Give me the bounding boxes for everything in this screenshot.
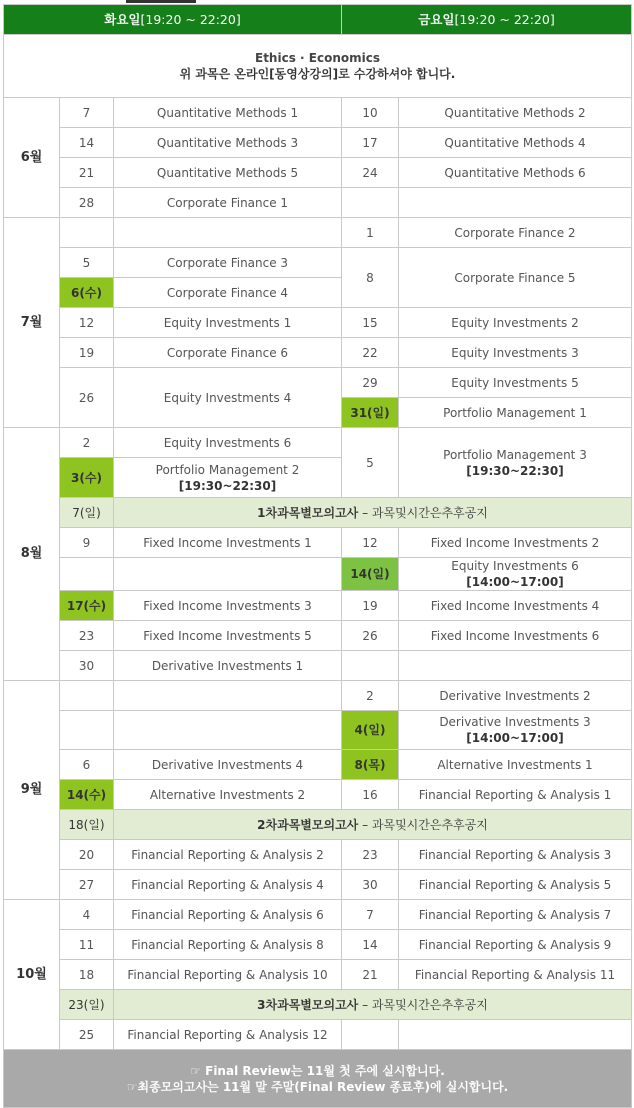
online-notice: Ethics · Economics 위 과목은 온라인[동영상강의]로 수강하셔야 합니다. [4, 35, 632, 98]
table-row [4, 128, 632, 158]
tue-date: 6 [60, 750, 114, 780]
empty-cell [60, 681, 114, 711]
tue-course: Portfolio Management 2 [19:30~22:30] [114, 458, 342, 498]
empty-cell [342, 1020, 399, 1050]
table-row [4, 930, 632, 960]
notice-row [4, 35, 632, 98]
tue-course: Quantitative Methods 5 [114, 158, 342, 188]
month-label-oct: 10월 [4, 900, 60, 1050]
table-row [4, 651, 632, 681]
fri-course: Fixed Income Investments 6 [399, 621, 632, 651]
tue-date: 19 [60, 338, 114, 368]
fri-date: 10 [342, 98, 399, 128]
fri-course: Fixed Income Investments 4 [399, 591, 632, 621]
empty-cell [342, 188, 399, 218]
fri-course: Fixed Income Investments 2 [399, 528, 632, 558]
friday-header: 금요일[19:20 ~ 22:20] [342, 5, 632, 35]
empty-cell [60, 218, 114, 248]
exam-row [4, 990, 632, 1020]
tue-date: 18 [60, 960, 114, 990]
tue-date: 30 [60, 651, 114, 681]
exam-date: 7(일) [60, 498, 114, 528]
fri-date: 8 [342, 248, 399, 308]
table-row [4, 780, 632, 810]
tue-course: Derivative Investments 1 [114, 651, 342, 681]
exam-notice: 2차과목별모의고사 – 과목및시간은추후공지 [114, 810, 632, 840]
tue-course: Corporate Finance 6 [114, 338, 342, 368]
fri-date: 14 [342, 930, 399, 960]
exam-date: 18(일) [60, 810, 114, 840]
tue-date: 12 [60, 308, 114, 338]
fri-course: Financial Reporting & Analysis 5 [399, 870, 632, 900]
table-row [4, 750, 632, 780]
exam-notice: 1차과목별모의고사 – 과목및시간은추후공지 [114, 498, 632, 528]
fri-course: Derivative Investments 3 [14:00~17:00] [399, 711, 632, 750]
empty-cell [60, 558, 114, 591]
table-row [4, 528, 632, 558]
tue-date-highlight: 6(수) [60, 278, 114, 308]
fri-course: Quantitative Methods 2 [399, 98, 632, 128]
table-row [4, 248, 632, 278]
tue-date: 2 [60, 428, 114, 458]
tue-date: 23 [60, 621, 114, 651]
empty-cell [342, 651, 399, 681]
tue-course: Financial Reporting & Analysis 10 [114, 960, 342, 990]
fri-course: Quantitative Methods 4 [399, 128, 632, 158]
tue-course: Equity Investments 6 [114, 428, 342, 458]
exam-row [4, 810, 632, 840]
fri-course: Quantitative Methods 6 [399, 158, 632, 188]
fri-course: Financial Reporting & Analysis 3 [399, 840, 632, 870]
fri-date: 22 [342, 338, 399, 368]
tue-course: Equity Investments 1 [114, 308, 342, 338]
fri-course: Equity Investments 3 [399, 338, 632, 368]
fri-course: Equity Investments 5 [399, 368, 632, 398]
table-row [4, 218, 632, 248]
tue-date: 25 [60, 1020, 114, 1050]
schedule-table [3, 4, 632, 1108]
tue-date: 27 [60, 870, 114, 900]
fri-course: Financial Reporting & Analysis 9 [399, 930, 632, 960]
tue-course: Financial Reporting & Analysis 6 [114, 900, 342, 930]
table-row [4, 960, 632, 990]
empty-cell [114, 681, 342, 711]
fri-course: Financial Reporting & Analysis 11 [399, 960, 632, 990]
fri-course: Equity Investments 6 [14:00~17:00] [399, 558, 632, 591]
tue-course: Fixed Income Investments 3 [114, 591, 342, 621]
tue-course: Fixed Income Investments 1 [114, 528, 342, 558]
fri-date: 2 [342, 681, 399, 711]
tue-course: Financial Reporting & Analysis 4 [114, 870, 342, 900]
table-row [4, 591, 632, 621]
fri-date: 5 [342, 428, 399, 498]
fri-date: 7 [342, 900, 399, 930]
month-label-sep: 9월 [4, 681, 60, 900]
table-row [4, 900, 632, 930]
fri-date: 24 [342, 158, 399, 188]
exam-row [4, 498, 632, 528]
tue-course: Quantitative Methods 1 [114, 98, 342, 128]
fri-date: 21 [342, 960, 399, 990]
header-row [4, 5, 632, 35]
table-row [4, 188, 632, 218]
table-row [4, 840, 632, 870]
tue-course: Financial Reporting & Analysis 12 [114, 1020, 342, 1050]
table-row [4, 681, 632, 711]
tue-course: Quantitative Methods 3 [114, 128, 342, 158]
tue-date-highlight: 3(수) [60, 458, 114, 498]
fri-date: 17 [342, 128, 399, 158]
exam-date: 23(일) [60, 990, 114, 1020]
tue-date-highlight: 17(수) [60, 591, 114, 621]
footer-row [4, 1050, 632, 1108]
fri-course: Corporate Finance 5 [399, 248, 632, 308]
table-row [4, 308, 632, 338]
table-row [4, 428, 632, 458]
fri-course: Derivative Investments 2 [399, 681, 632, 711]
final-review-notice: ☞ Final Review는 11월 첫 주에 실시합니다. ☞최종모의고사는 11월 말 주말(Final Review 종료후)에 실시합니다. [4, 1050, 632, 1108]
empty-cell [114, 558, 342, 591]
fri-date: 23 [342, 840, 399, 870]
fri-date: 1 [342, 218, 399, 248]
table-row [4, 338, 632, 368]
fri-date: 29 [342, 368, 399, 398]
table-row [4, 368, 632, 398]
tue-date-highlight: 14(수) [60, 780, 114, 810]
top-tab-indicator [126, 0, 196, 3]
tue-course: Financial Reporting & Analysis 2 [114, 840, 342, 870]
table-row [4, 158, 632, 188]
fri-date-highlight: 31(일) [342, 398, 399, 428]
tue-course: Corporate Finance 4 [114, 278, 342, 308]
table-row [4, 621, 632, 651]
tue-date: 20 [60, 840, 114, 870]
fri-date: 16 [342, 780, 399, 810]
tue-course: Corporate Finance 1 [114, 188, 342, 218]
empty-cell [114, 711, 342, 750]
tue-course: Derivative Investments 4 [114, 750, 342, 780]
empty-cell [399, 188, 632, 218]
empty-cell [114, 218, 342, 248]
fri-date-highlight: 4(일) [342, 711, 399, 750]
fri-course: Corporate Finance 2 [399, 218, 632, 248]
table-row [4, 711, 632, 750]
fri-course: Equity Investments 2 [399, 308, 632, 338]
fri-date: 26 [342, 621, 399, 651]
empty-cell [399, 651, 632, 681]
tue-date: 7 [60, 98, 114, 128]
tue-date: 26 [60, 368, 114, 428]
fri-date-highlight: 14(일) [342, 558, 399, 591]
empty-cell [60, 711, 114, 750]
tue-date: 9 [60, 528, 114, 558]
exam-notice: 3차과목별모의고사 – 과목및시간은추후공지 [114, 990, 632, 1020]
tue-date: 28 [60, 188, 114, 218]
fri-course: Portfolio Management 3 [19:30~22:30] [399, 428, 632, 498]
fri-date: 15 [342, 308, 399, 338]
month-label-aug: 8월 [4, 428, 60, 681]
tuesday-header: 화요일[19:20 ~ 22:20] [4, 5, 342, 35]
table-row [4, 1020, 632, 1050]
tue-date: 11 [60, 930, 114, 960]
tue-course: Alternative Investments 2 [114, 780, 342, 810]
table-row [4, 558, 632, 591]
tue-course: Financial Reporting & Analysis 8 [114, 930, 342, 960]
fri-course: Financial Reporting & Analysis 7 [399, 900, 632, 930]
month-label-jul: 7월 [4, 218, 60, 428]
fri-course: Alternative Investments 1 [399, 750, 632, 780]
tue-date: 21 [60, 158, 114, 188]
tue-date: 5 [60, 248, 114, 278]
table-row [4, 98, 632, 128]
table-row [4, 870, 632, 900]
fri-course: Financial Reporting & Analysis 1 [399, 780, 632, 810]
month-label-jun: 6월 [4, 98, 60, 218]
empty-cell [399, 1020, 632, 1050]
fri-date: 12 [342, 528, 399, 558]
fri-date: 19 [342, 591, 399, 621]
fri-course: Portfolio Management 1 [399, 398, 632, 428]
tue-date: 14 [60, 128, 114, 158]
tue-course: Equity Investments 4 [114, 368, 342, 428]
fri-date: 30 [342, 870, 399, 900]
tue-course: Fixed Income Investments 5 [114, 621, 342, 651]
tue-course: Corporate Finance 3 [114, 248, 342, 278]
tue-date: 4 [60, 900, 114, 930]
fri-date-highlight: 8(목) [342, 750, 399, 780]
